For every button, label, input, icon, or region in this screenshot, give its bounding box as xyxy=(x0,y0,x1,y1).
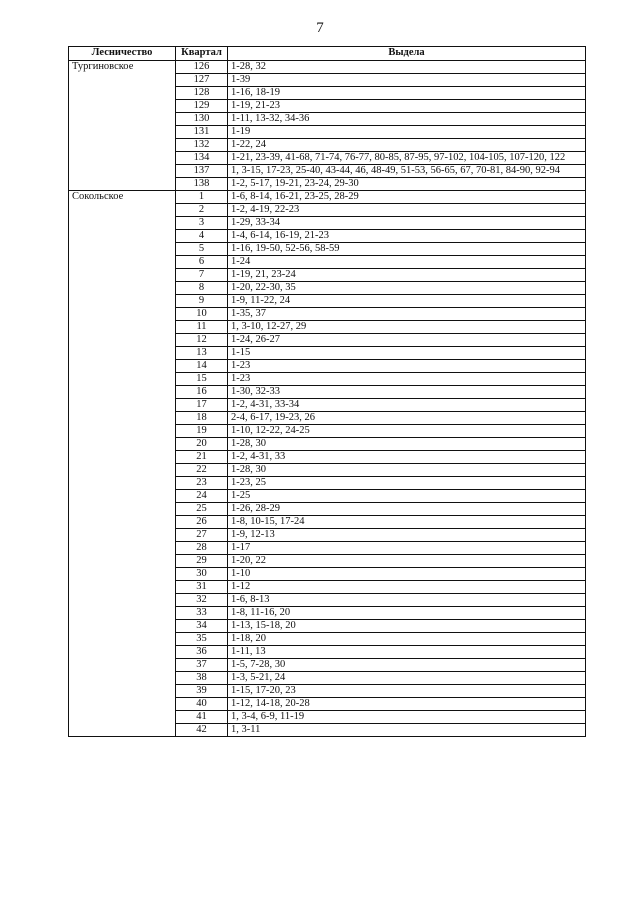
plots-cell: 1-13, 15-18, 20 xyxy=(228,620,586,633)
plots-cell: 1-19 xyxy=(228,126,586,139)
quarter-cell: 22 xyxy=(176,464,228,477)
plots-cell: 1-6, 8-13 xyxy=(228,594,586,607)
quarter-cell: 7 xyxy=(176,269,228,282)
plots-cell: 1, 3-4, 6-9, 11-19 xyxy=(228,711,586,724)
plots-cell: 1-11, 13-32, 34-36 xyxy=(228,113,586,126)
quarter-cell: 3 xyxy=(176,217,228,230)
quarter-cell: 20 xyxy=(176,438,228,451)
plots-cell: 1-3, 5-21, 24 xyxy=(228,672,586,685)
quarter-cell: 24 xyxy=(176,490,228,503)
plots-cell: 1-19, 21, 23-24 xyxy=(228,269,586,282)
quarter-cell: 1 xyxy=(176,191,228,204)
quarter-cell: 10 xyxy=(176,308,228,321)
quarter-cell: 37 xyxy=(176,659,228,672)
forestry-name-cell: Тургиновское xyxy=(69,61,176,191)
quarter-cell: 26 xyxy=(176,516,228,529)
plots-cell: 1-2, 4-31, 33 xyxy=(228,451,586,464)
plots-cell: 1-23 xyxy=(228,360,586,373)
quarter-cell: 12 xyxy=(176,334,228,347)
quarter-cell: 41 xyxy=(176,711,228,724)
forestry-name-cell: Сокольское xyxy=(69,191,176,737)
plots-cell: 1-20, 22-30, 35 xyxy=(228,282,586,295)
quarter-cell: 11 xyxy=(176,321,228,334)
plots-cell: 1-23 xyxy=(228,373,586,386)
plots-cell: 1-2, 4-31, 33-34 xyxy=(228,399,586,412)
quarter-cell: 16 xyxy=(176,386,228,399)
plots-cell: 1-21, 23-39, 41-68, 71-74, 76-77, 80-85, 87-95, 97-102, 104-105, 107-120, 122 xyxy=(228,152,586,165)
quarter-cell: 134 xyxy=(176,152,228,165)
plots-cell: 1-16, 19-50, 52-56, 58-59 xyxy=(228,243,586,256)
quarter-cell: 17 xyxy=(176,399,228,412)
quarter-cell: 4 xyxy=(176,230,228,243)
quarter-cell: 30 xyxy=(176,568,228,581)
plots-cell: 1-19, 21-23 xyxy=(228,100,586,113)
plots-cell: 1-26, 28-29 xyxy=(228,503,586,516)
table-body xyxy=(69,61,586,737)
plots-cell: 1-9, 11-22, 24 xyxy=(228,295,586,308)
plots-cell: 1-15 xyxy=(228,347,586,360)
plots-cell: 1-12, 14-18, 20-28 xyxy=(228,698,586,711)
quarter-cell: 13 xyxy=(176,347,228,360)
plots-cell: 1-35, 37 xyxy=(228,308,586,321)
plots-cell: 1-2, 4-19, 22-23 xyxy=(228,204,586,217)
quarter-cell: 42 xyxy=(176,724,228,737)
plots-cell: 1-30, 32-33 xyxy=(228,386,586,399)
quarter-cell: 34 xyxy=(176,620,228,633)
quarter-cell: 131 xyxy=(176,126,228,139)
plots-cell: 1-39 xyxy=(228,74,586,87)
quarter-cell: 29 xyxy=(176,555,228,568)
quarter-cell: 18 xyxy=(176,412,228,425)
quarter-cell: 126 xyxy=(176,61,228,74)
plots-cell: 1-28, 30 xyxy=(228,438,586,451)
plots-cell: 1-9, 12-13 xyxy=(228,529,586,542)
table-row xyxy=(69,191,586,204)
quarter-cell: 27 xyxy=(176,529,228,542)
header-forestry: Лесничество xyxy=(69,47,176,61)
plots-cell: 2-4, 6-17, 19-23, 26 xyxy=(228,412,586,425)
quarter-cell: 9 xyxy=(176,295,228,308)
quarter-cell: 137 xyxy=(176,165,228,178)
plots-cell: 1, 3-15, 17-23, 25-40, 43-44, 46, 48-49, 51-53, 56-65, 67, 70-81, 84-90, 92-94 xyxy=(228,165,586,178)
quarter-cell: 40 xyxy=(176,698,228,711)
plots-cell: 1-15, 17-20, 23 xyxy=(228,685,586,698)
quarter-cell: 129 xyxy=(176,100,228,113)
quarter-cell: 39 xyxy=(176,685,228,698)
quarter-cell: 38 xyxy=(176,672,228,685)
plots-cell: 1-25 xyxy=(228,490,586,503)
table-row xyxy=(69,61,586,74)
header-quarter: Квартал xyxy=(176,47,228,61)
quarter-cell: 132 xyxy=(176,139,228,152)
plots-cell: 1-28, 30 xyxy=(228,464,586,477)
quarter-cell: 127 xyxy=(176,74,228,87)
quarter-cell: 33 xyxy=(176,607,228,620)
quarter-cell: 23 xyxy=(176,477,228,490)
plots-cell: 1-17 xyxy=(228,542,586,555)
plots-cell: 1-8, 10-15, 17-24 xyxy=(228,516,586,529)
quarter-cell: 6 xyxy=(176,256,228,269)
quarter-cell: 36 xyxy=(176,646,228,659)
quarter-cell: 25 xyxy=(176,503,228,516)
quarter-cell: 8 xyxy=(176,282,228,295)
plots-cell: 1-24, 26-27 xyxy=(228,334,586,347)
plots-cell: 1-2, 5-17, 19-21, 23-24, 29-30 xyxy=(228,178,586,191)
plots-cell: 1-10, 12-22, 24-25 xyxy=(228,425,586,438)
quarter-cell: 5 xyxy=(176,243,228,256)
plots-cell: 1-23, 25 xyxy=(228,477,586,490)
quarter-cell: 2 xyxy=(176,204,228,217)
quarter-cell: 35 xyxy=(176,633,228,646)
plots-cell: 1, 3-11 xyxy=(228,724,586,737)
page-number: 7 xyxy=(316,20,324,36)
quarter-cell: 15 xyxy=(176,373,228,386)
plots-cell: 1-29, 33-34 xyxy=(228,217,586,230)
plots-cell: 1-24 xyxy=(228,256,586,269)
plots-cell: 1-11, 13 xyxy=(228,646,586,659)
plots-cell: 1, 3-10, 12-27, 29 xyxy=(228,321,586,334)
plots-cell: 1-28, 32 xyxy=(228,61,586,74)
quarter-cell: 128 xyxy=(176,87,228,100)
quarter-cell: 21 xyxy=(176,451,228,464)
header-plots: Выдела xyxy=(228,47,586,61)
plots-cell: 1-12 xyxy=(228,581,586,594)
plots-cell: 1-6, 8-14, 16-21, 23-25, 28-29 xyxy=(228,191,586,204)
plots-cell: 1-4, 6-14, 16-19, 21-23 xyxy=(228,230,586,243)
plots-cell: 1-8, 11-16, 20 xyxy=(228,607,586,620)
quarter-cell: 28 xyxy=(176,542,228,555)
quarter-cell: 130 xyxy=(176,113,228,126)
quarter-cell: 14 xyxy=(176,360,228,373)
quarter-cell: 31 xyxy=(176,581,228,594)
plots-cell: 1-22, 24 xyxy=(228,139,586,152)
table-header-row xyxy=(69,47,586,61)
plots-cell: 1-10 xyxy=(228,568,586,581)
forest-plots-table xyxy=(68,46,586,737)
quarter-cell: 32 xyxy=(176,594,228,607)
quarter-cell: 19 xyxy=(176,425,228,438)
plots-cell: 1-20, 22 xyxy=(228,555,586,568)
plots-cell: 1-16, 18-19 xyxy=(228,87,586,100)
plots-cell: 1-18, 20 xyxy=(228,633,586,646)
quarter-cell: 138 xyxy=(176,178,228,191)
plots-cell: 1-5, 7-28, 30 xyxy=(228,659,586,672)
